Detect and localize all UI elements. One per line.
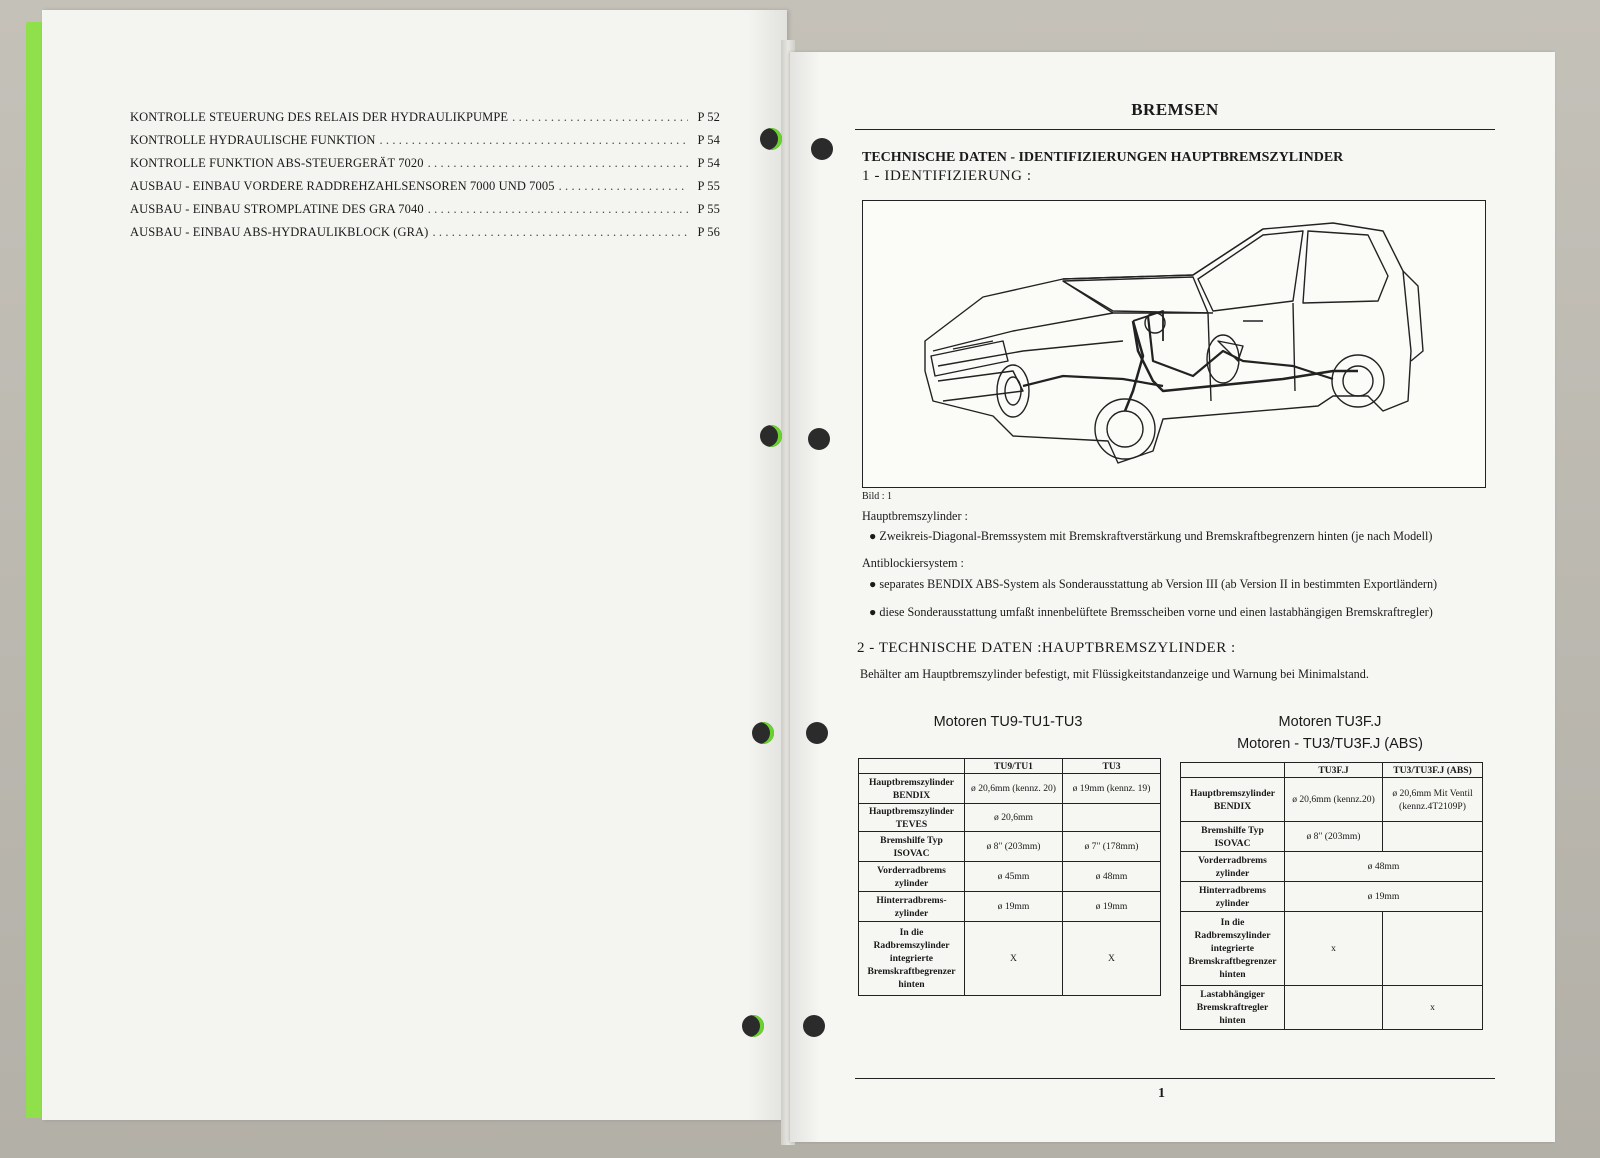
toc-entry-title: AUSBAU - EINBAU STROMPLATINE DES GRA 7040 bbox=[130, 202, 424, 216]
table-cell: x bbox=[1285, 912, 1383, 986]
table-cell bbox=[1383, 822, 1483, 852]
car-brake-illustration bbox=[862, 200, 1486, 488]
reservoir-note: Behälter am Hauptbremszylinder befestigt, mit Flüssigkeitstandanzeige und Warnung bei Minimalstand. bbox=[860, 667, 1369, 681]
section-title: TECHNISCHE DATEN - IDENTIFIZIERUNGEN HAUPTBREMSZYLINDER bbox=[862, 150, 1344, 165]
abs-label: Antiblockiersystem : bbox=[862, 556, 964, 570]
hbz-label: Hauptbremszylinder : bbox=[862, 509, 968, 523]
punch-hole bbox=[742, 1015, 764, 1037]
table-cell: ø 19mm (kennz. 19) bbox=[1063, 774, 1161, 804]
toc-entry[interactable] bbox=[130, 156, 720, 179]
subsection-heading: 1 - IDENTIFIZIERUNG : bbox=[862, 168, 1032, 184]
toc-entry-page: P 56 bbox=[697, 225, 720, 239]
punch-hole bbox=[760, 425, 782, 447]
table-row bbox=[859, 892, 1161, 922]
punch-hole bbox=[808, 428, 830, 450]
toc-dot-leader bbox=[559, 179, 688, 194]
table-row bbox=[1181, 912, 1483, 986]
toc-dot-leader bbox=[432, 225, 688, 240]
toc-dot-leader bbox=[428, 202, 688, 217]
table-cell: x bbox=[1383, 986, 1483, 1030]
footer-rule bbox=[855, 1078, 1495, 1079]
punch-hole bbox=[760, 128, 782, 150]
page-header: BREMSEN bbox=[1131, 100, 1219, 119]
table-header-cell: TU9/TU1 bbox=[965, 759, 1063, 774]
table-cell: ø 20,6mm (kennz. 20) bbox=[965, 774, 1063, 804]
table-cell: ø 8" (203mm) bbox=[1285, 822, 1383, 852]
row-label: In die Radbremszylinder integrierte Bremskraftbegrenzer hinten bbox=[1181, 912, 1285, 986]
toc-entry[interactable] bbox=[130, 225, 720, 248]
table-cell bbox=[1285, 986, 1383, 1030]
toc-entry[interactable] bbox=[130, 202, 720, 225]
toc-dot-leader bbox=[428, 156, 688, 171]
table1-title: Motoren TU9-TU1-TU3 bbox=[933, 714, 1083, 730]
toc-entry-page: P 54 bbox=[697, 133, 720, 147]
toc-entry-page: P 54 bbox=[697, 156, 720, 170]
table-row bbox=[1181, 882, 1483, 912]
table-row bbox=[1181, 778, 1483, 822]
row-label: Hinterradbrems zylinder bbox=[1181, 882, 1285, 912]
table-cell: ø 20,6mm bbox=[965, 804, 1063, 832]
row-label: Hauptbremszylinder TEVES bbox=[859, 804, 965, 832]
table-cell: ø 19mm bbox=[1285, 882, 1483, 912]
abs-bullet-1: ● separates BENDIX ABS-System als Sonderausstattung ab Version III (ab Version II in bestimmten Exportländern) bbox=[869, 577, 1438, 591]
table-header-cell bbox=[859, 759, 965, 774]
row-label: Hinterradbrems-zylinder bbox=[859, 892, 965, 922]
header-rule bbox=[855, 129, 1495, 130]
abs-bullet-2: ● diese Sonderausstattung umfaßt innenbelüftete Bremsscheiben vorne und einen lastabhängigen Bremskraftregler) bbox=[869, 605, 1433, 619]
table-of-contents bbox=[130, 110, 720, 248]
subsection-heading-2: 2 - TECHNISCHE DATEN :HAUPTBREMSZYLINDER : bbox=[857, 640, 1236, 656]
toc-entry[interactable] bbox=[130, 179, 720, 202]
row-label: Bremshilfe Typ ISOVAC bbox=[859, 832, 965, 862]
table-cell bbox=[1383, 912, 1483, 986]
toc-entry-title: AUSBAU - EINBAU VORDERE RADDREHZAHLSENSOREN 7000 UND 7005 bbox=[130, 179, 555, 193]
table-row bbox=[1181, 822, 1483, 852]
toc-entry-title: KONTROLLE FUNKTION ABS-STEUERGERÄT 7020 bbox=[130, 156, 424, 170]
table-row bbox=[859, 759, 1161, 774]
punch-hole bbox=[811, 138, 833, 160]
table-cell: ø 48mm bbox=[1063, 862, 1161, 892]
hbz-bullet: ● Zweikreis-Diagonal-Bremssystem mit Bremskraftverstärkung und Bremskraftbegrenzern hinten (je nach Modell) bbox=[869, 529, 1433, 543]
table-cell: ø 20,6mm (kennz.20) bbox=[1285, 778, 1383, 822]
toc-entry-title: AUSBAU - EINBAU ABS-HYDRAULIKBLOCK (GRA) bbox=[130, 225, 429, 239]
table1 bbox=[858, 758, 1161, 996]
right-page-shade bbox=[790, 52, 820, 1142]
toc-entry-page: P 52 bbox=[697, 110, 720, 124]
table-header-cell: TU3F.J bbox=[1285, 763, 1383, 778]
table-header-cell bbox=[1181, 763, 1285, 778]
table-row bbox=[1181, 763, 1483, 778]
table-cell: ø 19mm bbox=[1063, 892, 1161, 922]
table2-title-line2: Motoren - TU3/TU3F.J (ABS) bbox=[1237, 736, 1423, 752]
row-label: In die Radbremszylinder integrierte Bremskraftbegrenzer hinten bbox=[859, 922, 965, 996]
row-label: Vorderradbrems zylinder bbox=[859, 862, 965, 892]
row-label: Lastabhängiger Bremskraftregler hinten bbox=[1181, 986, 1285, 1030]
table-cell: ø 19mm bbox=[965, 892, 1063, 922]
figure-caption: Bild : 1 bbox=[862, 491, 893, 502]
punch-hole bbox=[752, 722, 774, 744]
table2 bbox=[1180, 762, 1483, 1030]
table-row bbox=[1181, 852, 1483, 882]
row-label: Hauptbremszylinder BENDIX bbox=[859, 774, 965, 804]
table-row bbox=[859, 774, 1161, 804]
punch-hole bbox=[806, 722, 828, 744]
table-cell: X bbox=[965, 922, 1063, 996]
page-number: 1 bbox=[1158, 1086, 1165, 1101]
toc-entry-page: P 55 bbox=[697, 202, 720, 216]
toc-dot-leader bbox=[512, 110, 688, 125]
table-cell: ø 8" (203mm) bbox=[965, 832, 1063, 862]
punch-hole bbox=[803, 1015, 825, 1037]
table-cell: ø 48mm bbox=[1285, 852, 1483, 882]
toc-entry-page: P 55 bbox=[697, 179, 720, 193]
toc-entry-title: KONTROLLE STEUERUNG DES RELAIS DER HYDRAULIKPUMPE bbox=[130, 110, 509, 124]
table-row bbox=[859, 832, 1161, 862]
table2-title-line1: Motoren TU3F.J bbox=[1278, 714, 1382, 730]
toc-entry-title: KONTROLLE HYDRAULISCHE FUNKTION bbox=[130, 133, 376, 147]
car-illustration-icon bbox=[863, 201, 1485, 487]
row-label: Vorderradbrems zylinder bbox=[1181, 852, 1285, 882]
table-row bbox=[859, 922, 1161, 996]
toc-entry[interactable] bbox=[130, 110, 720, 133]
toc-entry[interactable] bbox=[130, 133, 720, 156]
table-row bbox=[859, 804, 1161, 832]
table-cell bbox=[1063, 804, 1161, 832]
table-row bbox=[859, 862, 1161, 892]
toc-dot-leader bbox=[379, 133, 688, 148]
table-cell: ø 45mm bbox=[965, 862, 1063, 892]
table-cell: X bbox=[1063, 922, 1161, 996]
table-header-cell: TU3 bbox=[1063, 759, 1161, 774]
row-label: Bremshilfe Typ ISOVAC bbox=[1181, 822, 1285, 852]
table-cell: ø 20,6mm Mit Ventil (kennz.4T2109P) bbox=[1383, 778, 1483, 822]
table-cell: ø 7" (178mm) bbox=[1063, 832, 1161, 862]
table-header-cell: TU3/TU3F.J (ABS) bbox=[1383, 763, 1483, 778]
row-label: Hauptbremszylinder BENDIX bbox=[1181, 778, 1285, 822]
table-row bbox=[1181, 986, 1483, 1030]
